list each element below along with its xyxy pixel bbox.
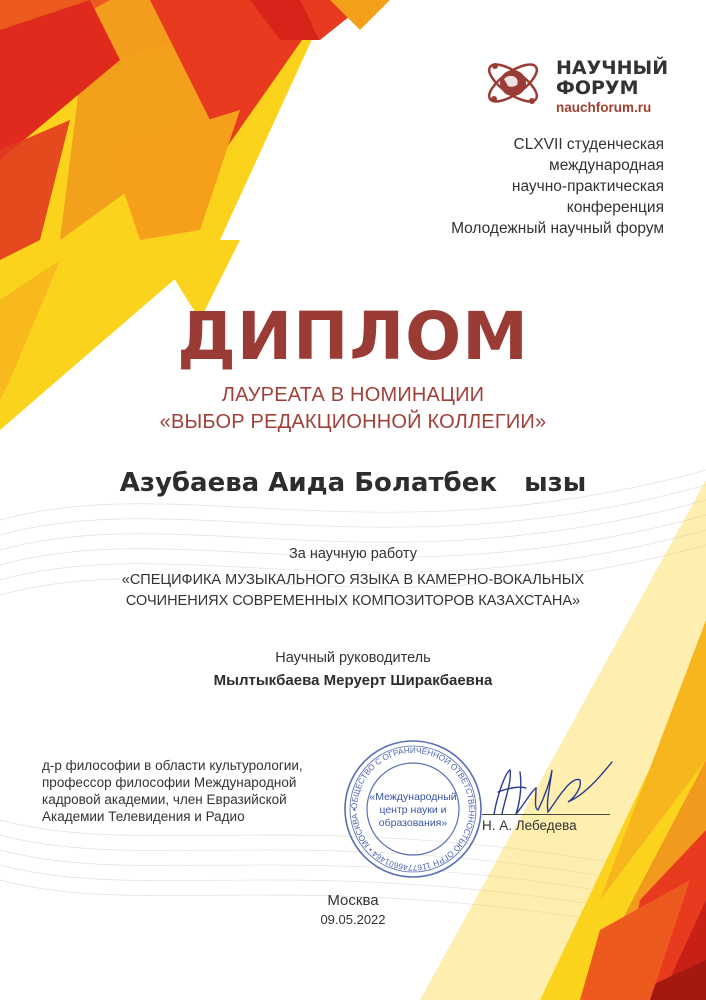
city: Москва — [327, 892, 379, 909]
subtitle-line1: ЛАУРЕАТА В НОМИНАЦИИ — [221, 384, 485, 406]
supervisor-name: Мылтыкбаева Меруерт Ширакбаевна — [213, 672, 493, 689]
work-title-line1: «СПЕЦИФИКА МУЗЫКАЛЬНОГО ЯЗЫКА В КАМЕРНО-ВОКАЛЬНЫХ — [121, 572, 585, 588]
stamp-inner-line1: «Международный — [369, 791, 457, 803]
credentials-line: Академии Телевидения и Радио — [42, 809, 245, 824]
conference-line: международная — [549, 157, 664, 174]
work-label: За научную работу — [289, 546, 417, 562]
diploma-subtitle — [0, 382, 706, 436]
subtitle-line2: «ВЫБОР РЕДАКЦИОННОЙ КОЛЛЕГИИ» — [159, 411, 547, 433]
conference-line: CLXVII студенческая — [513, 136, 664, 153]
issue-date: 09.05.2022 — [320, 912, 386, 927]
conference-line: конференция — [566, 199, 664, 216]
work-title-line2: СОЧИНЕНИЯХ СОВРЕМЕННЫХ КОМПОЗИТОРОВ КАЗАХСТАНА» — [125, 593, 581, 609]
conference-info — [364, 134, 664, 239]
signer-credentials — [42, 757, 362, 825]
conference-line: Молодежный научный форум — [451, 220, 664, 237]
logo-title-line1: НАУЧНЫЙ — [556, 57, 669, 79]
stamp-outer-text: ОБЩЕСТВО С ОГРАНИЧЕННОЙ ОТВЕТСТВЕННОСТЬЮ ОГРН 1167746601464 • МОСКВА • — [349, 745, 477, 873]
official-stamp — [342, 738, 484, 880]
logo-title-line2: ФОРУМ — [556, 77, 639, 99]
stamp-inner-line3: образования» — [378, 817, 448, 829]
supervisor-label: Научный руководитель — [275, 650, 431, 666]
recipient-name: Азубаева Аида Болатбек ызы — [119, 468, 587, 498]
logo-title — [556, 58, 676, 98]
credentials-line: д-р философии в области культурологии, — [42, 758, 303, 773]
conference-line: научно-практическая — [511, 178, 664, 195]
atom-globe-icon — [482, 52, 544, 114]
signer-name: Н. А. Лебедева — [482, 818, 577, 833]
logo-url: nauchforum.ru — [556, 100, 652, 115]
signature-line — [482, 814, 610, 815]
credentials-line: кадровой академии, член Евразийской — [42, 792, 287, 807]
diploma-title: ДИПЛОМ — [177, 298, 529, 375]
work-title — [0, 570, 706, 612]
credentials-line: профессор философии Международной — [42, 775, 297, 790]
stamp-inner-line2: центр науки и — [379, 804, 447, 816]
